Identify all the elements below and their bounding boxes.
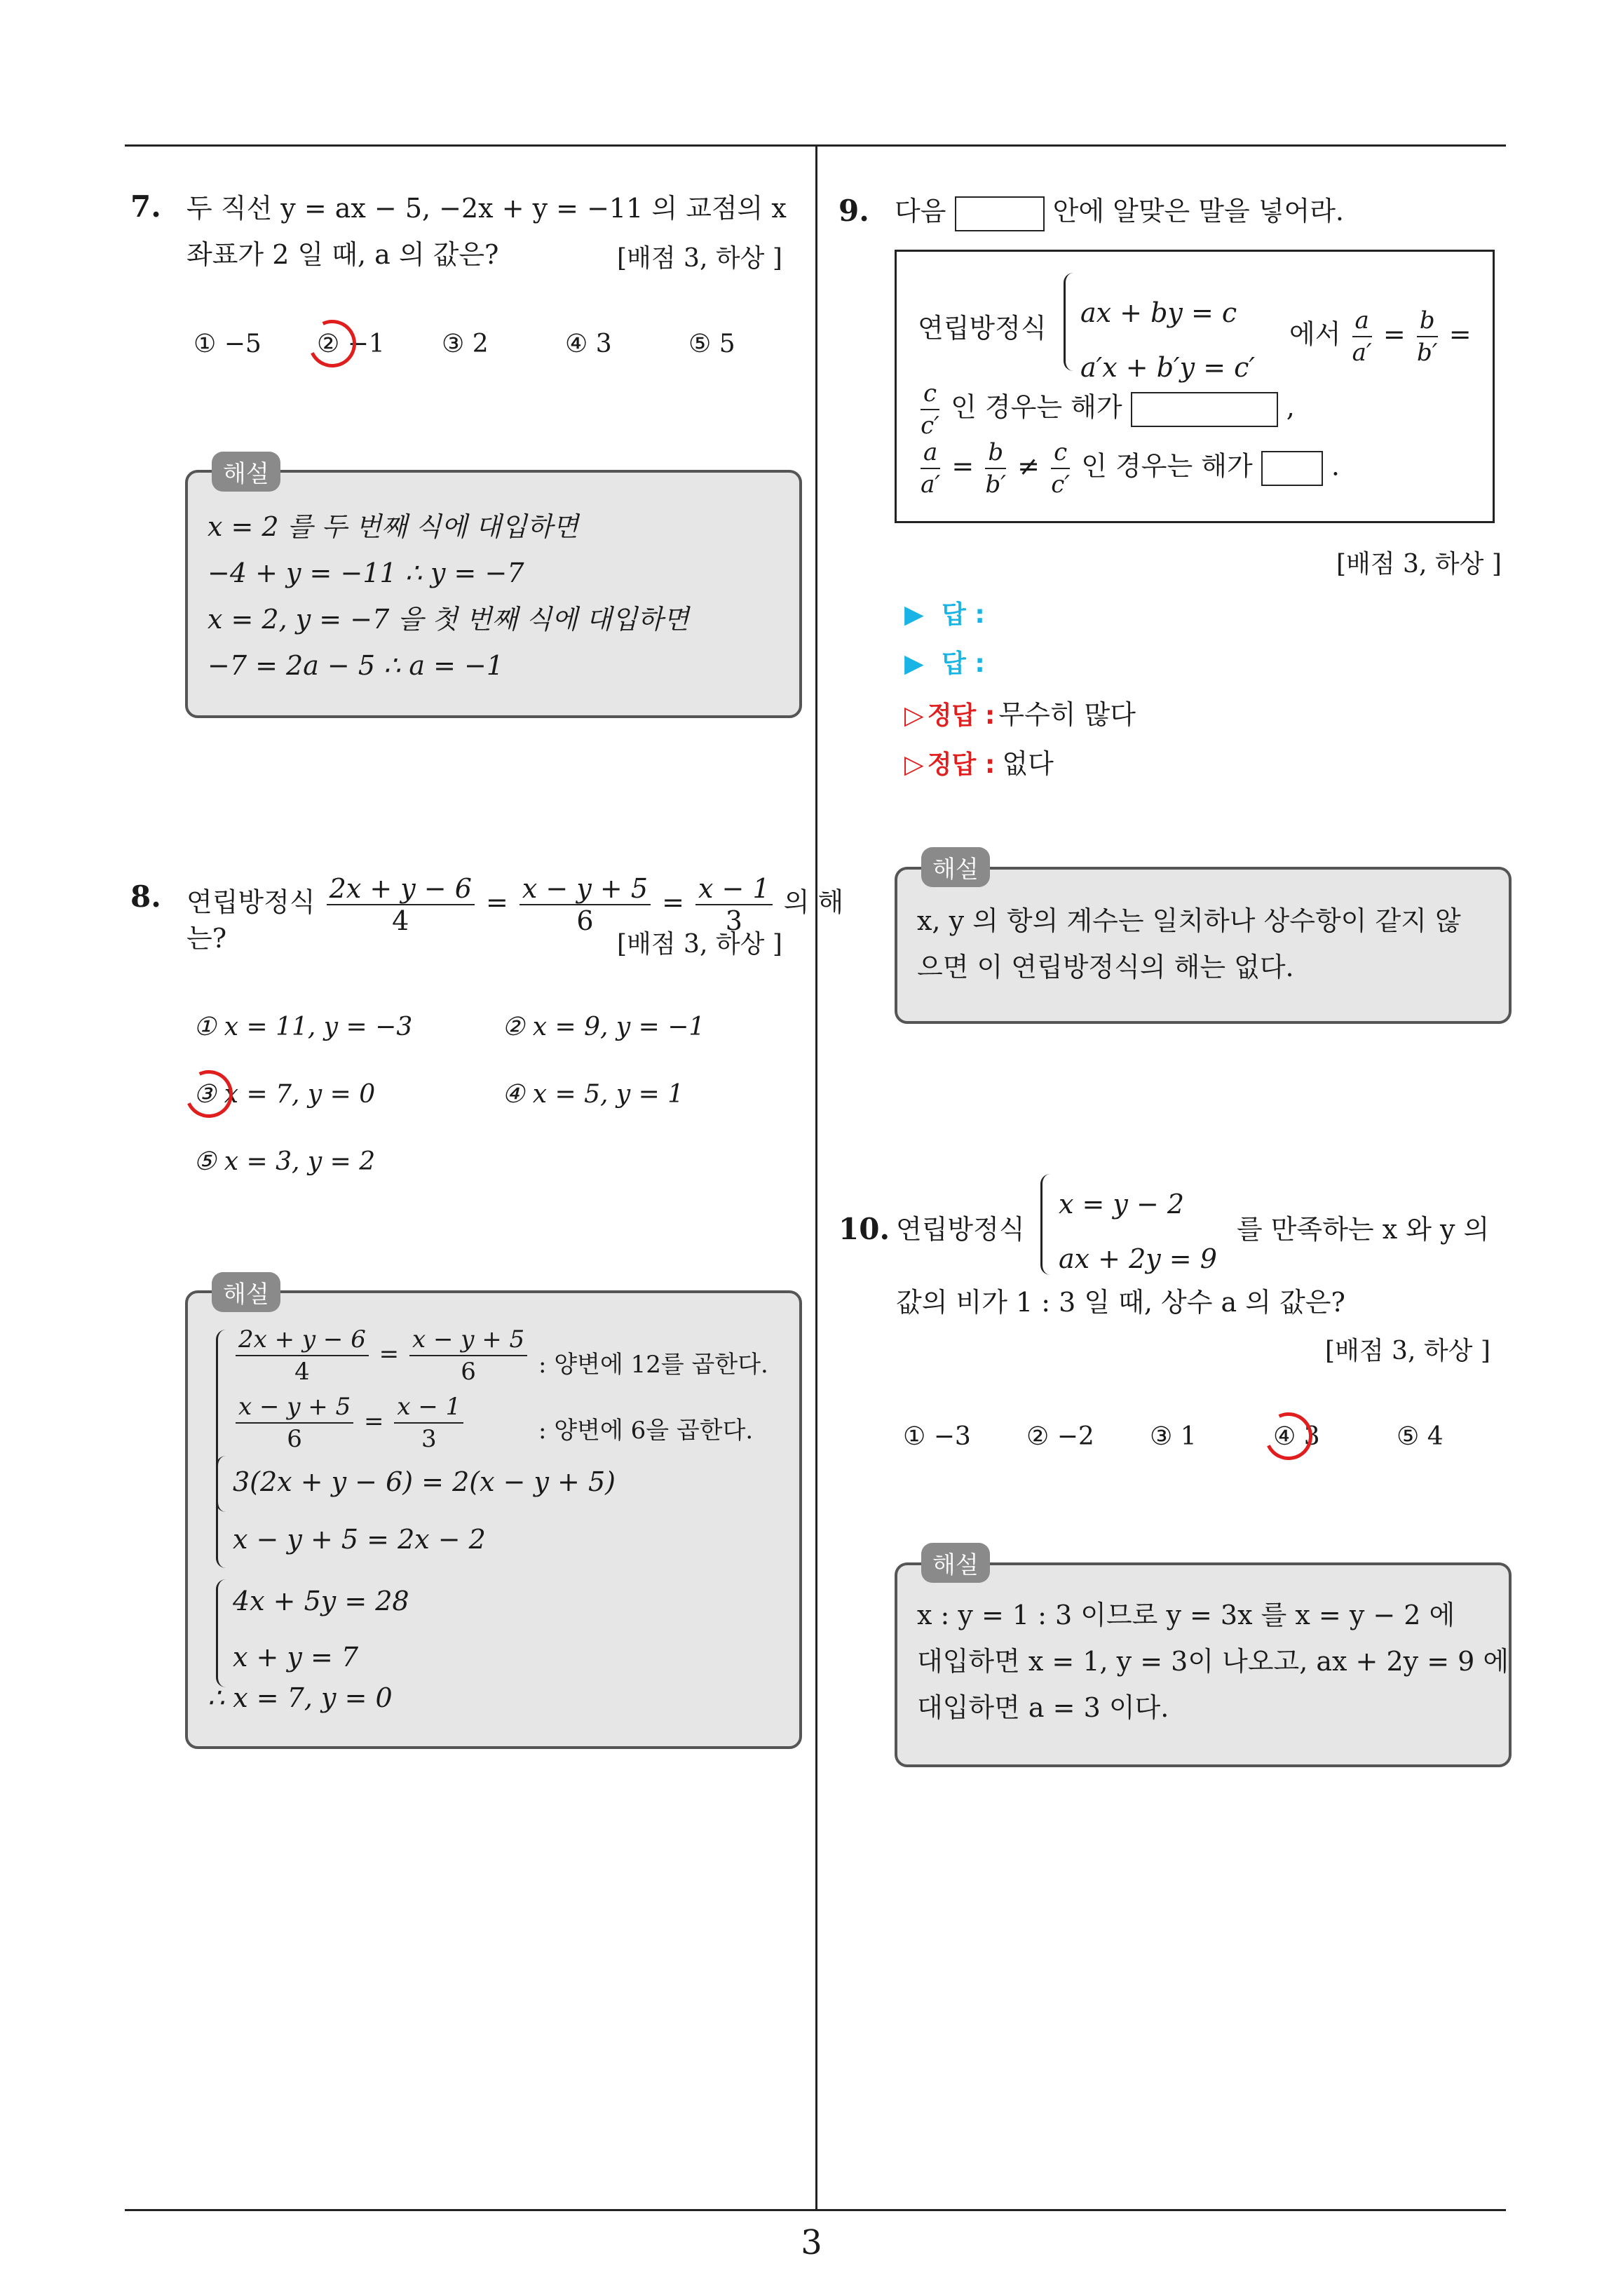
- q7-option-5[interactable]: ⑤ 5: [688, 330, 735, 358]
- q10-option-4[interactable]: ④ 3: [1273, 1422, 1320, 1451]
- q8-frac2: $\frac{x - y + 5}{6}$: [520, 873, 651, 936]
- q9-sol-line1: x, y 의 항의 계수는 일치하나 상수항이 같지 않: [917, 905, 1461, 936]
- q10-option-1[interactable]: ① −3: [903, 1422, 971, 1451]
- q8-sol-row1: $\frac{2x + y - 6}{4}$ = $\frac{x - y + 5}{6}$: [233, 1324, 530, 1387]
- page-number: 3: [801, 2223, 822, 2262]
- q9-case2-row: $\frac{a}{a'}$ = $\frac{b}{b'}$ ≠ $\frac{c}{c'}$ 인 경우는 해가 .: [921, 438, 1340, 499]
- q8-solution-tag: 해설: [212, 1272, 280, 1312]
- q8-answer-circle: [178, 1063, 239, 1124]
- q10-answer-circle: [1258, 1405, 1319, 1466]
- q8-option-3[interactable]: ③ x = 7, y = 0: [193, 1080, 376, 1109]
- q8-lead: 연립방정식: [186, 886, 315, 918]
- q8-solution-box: [185, 1290, 802, 1749]
- q10-solution-tag: 해설: [921, 1543, 990, 1583]
- q9-head-b: 안에 알맞은 말을 넣어라.: [1052, 196, 1345, 227]
- q8-sol-row2: $\frac{x - y + 5}{6}$ = $\frac{x - 1}{3}$: [233, 1391, 466, 1454]
- q8-option-1[interactable]: ① x = 11, y = −3: [193, 1013, 413, 1041]
- q10-meta: [배점 3, 하상 ]: [1325, 1337, 1490, 1365]
- q8-line1: 연립방정식 $\frac{2x + y - 6}{4}$ = $\frac{x - y + 5}{6}$ = $\frac{x - 1}{3}$ 의 해: [186, 873, 844, 936]
- q8-sol-l6: x + y = 7: [233, 1642, 359, 1673]
- q8-line2: 는?: [186, 923, 227, 954]
- q7-option-3[interactable]: ③ 2: [442, 330, 489, 358]
- q9-box-lead: 연립방정식: [918, 313, 1047, 344]
- q8-meta: [배점 3, 하상 ]: [617, 930, 782, 959]
- q7-answer-circle: [301, 313, 362, 374]
- q10-solution-box: [895, 1562, 1512, 1767]
- q9-sol-line2: 으면 이 연립방정식의 해는 없다.: [917, 952, 1294, 982]
- q7-number: 7.: [130, 189, 161, 224]
- q8-sol-l3: 3(2x + y − 6) = 2(x − y + 5): [233, 1466, 616, 1497]
- q10-lead: 연립방정식: [896, 1214, 1025, 1245]
- q7-sol-line4: −7 = 2a − 5 ∴ a = −1: [208, 650, 504, 681]
- q8-sol-l7: ∴ x = 7, y = 0: [208, 1682, 393, 1713]
- q7-sol-line2: −4 + y = −11 ∴ y = −7: [208, 558, 524, 588]
- q9-eq2: a′x + b′y = c′: [1080, 352, 1256, 383]
- q7-sol-line3: x = 2, y = −7 을 첫 번째 식에 대입하면: [208, 604, 689, 635]
- q10-sol-line3: 대입하면 a = 3 이다.: [917, 1692, 1169, 1723]
- q9-case1-row: $\frac{c}{c'}$ 인 경우는 해가 ,: [921, 379, 1295, 440]
- q7-line2: 좌표가 2 일 때, a 의 값은?: [186, 239, 499, 270]
- q8-sol-brace2: [216, 1456, 228, 1568]
- q9-answer-3: ▷ 정답 : 무수히 많다: [904, 699, 1136, 730]
- q9-head-a: 다음: [895, 196, 946, 227]
- q7-option-1[interactable]: ① −5: [193, 330, 262, 358]
- q8-sol-l5: 4x + 5y = 28: [233, 1586, 409, 1616]
- q9-blank-box: [955, 196, 1045, 231]
- q10-sol-line1: x : y = 1 : 3 이므로 y = 3x 를 x = y − 2 에: [917, 1600, 1455, 1630]
- q10-number: 10.: [838, 1212, 890, 1246]
- q7-line1: 두 직선 y = ax − 5, −2x + y = −11 의 교점의 x: [186, 193, 787, 224]
- q10-option-5[interactable]: ⑤ 4: [1397, 1422, 1444, 1451]
- q7-option-4[interactable]: ④ 3: [565, 330, 612, 358]
- q8-frac1: $\frac{2x + y - 6}{4}$: [327, 873, 475, 936]
- q8-frac3: $\frac{x - 1}{3}$: [695, 873, 773, 936]
- q9-solution-box: [895, 867, 1512, 1024]
- q9-answer-1: ▶ 답 :: [904, 600, 985, 629]
- q9-problem-box: [895, 250, 1495, 523]
- q8-sol-l4: x − y + 5 = 2x − 2: [233, 1524, 486, 1555]
- q10-sol-line2: 대입하면 x = 1, y = 3이 나오고, ax + 2y = 9 에: [917, 1646, 1509, 1677]
- q9-answer-2: ▶ 답 :: [904, 649, 985, 678]
- q7-solution-tag: 해설: [212, 452, 280, 492]
- q8-option-4[interactable]: ④ x = 5, y = 1: [502, 1080, 684, 1109]
- q10-option-2[interactable]: ② −2: [1026, 1422, 1094, 1451]
- q10-eq2: ax + 2y = 9: [1059, 1243, 1217, 1274]
- q10-tail: 를 만족하는 x 와 y 의: [1237, 1214, 1490, 1245]
- q9-blank-2: [1261, 451, 1323, 486]
- q8-sol-brace3: [216, 1579, 228, 1687]
- q9-eseo-row: 에서 $\frac{a}{a'}$ = $\frac{b}{b'}$ =: [1289, 306, 1472, 367]
- q9-meta: [배점 3, 하상 ]: [1336, 550, 1502, 579]
- q7-solution-box: [185, 470, 802, 718]
- q9-brace: [1064, 273, 1077, 371]
- q10-line2: 값의 비가 1 : 3 일 때, 상수 a 의 값은?: [896, 1287, 1345, 1318]
- q9-blank-1: [1131, 392, 1278, 427]
- q9-number: 9.: [838, 194, 869, 228]
- q7-option-2[interactable]: ② −1: [317, 330, 385, 358]
- bottom-rule: [125, 2209, 1506, 2211]
- q9-answer-4: ▷ 정답 : 없다: [904, 748, 1054, 779]
- q8-option-5[interactable]: ⑤ x = 3, y = 2: [193, 1147, 376, 1176]
- q8-option-2[interactable]: ② x = 9, y = −1: [502, 1013, 705, 1041]
- q9-heading: [895, 188, 1344, 234]
- q8-sol-note1: : 양변에 12를 곱한다.: [538, 1351, 768, 1379]
- q8-tail: 의 해: [783, 886, 844, 918]
- q10-brace: [1040, 1174, 1054, 1275]
- q9-solution-tag: 해설: [921, 847, 990, 887]
- q7-meta: [배점 3, 하상 ]: [617, 244, 782, 273]
- q10-eq1: x = y − 2: [1059, 1189, 1185, 1220]
- q10-option-3[interactable]: ③ 1: [1150, 1422, 1197, 1451]
- q7-sol-line1: x = 2 를 두 번째 식에 대입하면: [208, 511, 579, 542]
- q9-eq1: ax + by = c: [1080, 297, 1237, 328]
- q8-sol-note2: : 양변에 6을 곱한다.: [538, 1417, 754, 1445]
- column-divider: [815, 144, 817, 2210]
- q8-number: 8.: [130, 879, 161, 914]
